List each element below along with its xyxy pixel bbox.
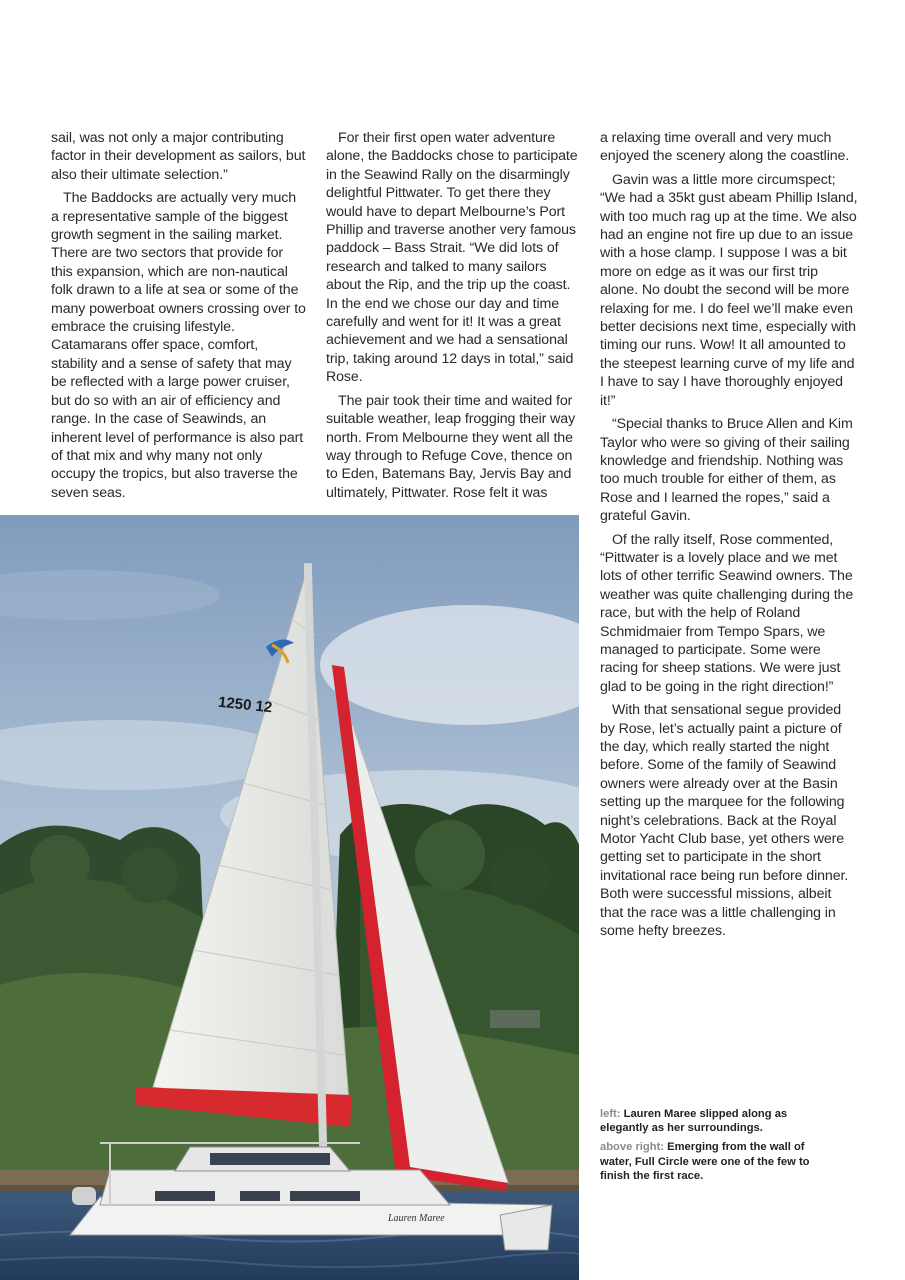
paragraph: The Baddocks are actually very much a representative sample of the biggest growth segment in the sailing market. There are two sectors that provide for this expansion, which are non-nautical folk drawn to a life at sea or some of the many powerboat owners crossing over to embrace the cruising lifestyle. Catamarans offer space, comfort, stability and a sense of safety that may be reflected with a large power cruiser, but do so with an air of efficiency and range. In the case of Seawinds, an inherent level of performance is also part of that mix and why many not only occupy the tropics, but also traverse the seven seas.: [51, 190, 306, 501]
catamaran-photo: [0, 515, 579, 1280]
caption-label: left:: [600, 1108, 621, 1120]
paragraph: sail, was not only a major contributing factor in their development as sailors, but also their ultimate selection.”: [51, 130, 306, 183]
paragraph: The pair took their time and waited for suitable weather, leap frogging their way north. From Melbourne they went all the way through to Refuge Cove, thence on to Eden, Batemans Bay, Jervis Bay and ultimately, Pittwater. Rose felt it was: [326, 392, 576, 501]
boat-name: Lauren Maree: [388, 1213, 445, 1224]
article-column-2: [326, 129, 580, 507]
paragraph: Gavin was a little more circumspect; “We had a 35kt gust abeam Phillip Island, with too much rag up at the time. We also had an engine not fire up due to an issue with a hose clamp. I suppose I was a bit more on edge as it was our first trip alone. No doubt the second will be more relaxing for me. I do feel we’ll make even better decisions next time, especially with timing our runs. Wow! It all amounted to the steepest learning curve of my life and I have to say I have thoroughly enjoyed it!”: [600, 171, 858, 409]
sail-number: 1250 12: [217, 693, 273, 717]
caption-label: above right:: [600, 1141, 665, 1154]
paragraph: Of the rally itself, Rose commented, “Pittwater is a lovely place and we met lots of other terrific Seawind owners. The weather was quite challenging during the race, but with the help of Roland Schmidmaier from Tempo Spars, we managed to participate. Some were racing for sheep stations. We were just glad to be going in the right direction!”: [600, 531, 854, 695]
photo-captions: [600, 1107, 820, 1188]
paragraph: For their first open water adventure alone, the Baddocks chose to participate in the Seawind Rally on the disarmingly delightful Pittwater. To get there they would have to depart Melbourne’s Port Phillip and traverse another very famous paddock – Bass Strait. “We did lots of research and talked to many sailors about the Rip, and the trip up the coast. In the end we chose our day and time carefully and went for it! It was a great achievement and we had a sensational trip, taking around 12 days in total,” said Rose.: [326, 130, 578, 386]
caption-text: Lauren Maree slipped along as elegantly as her surroundings.: [600, 1108, 788, 1135]
article-column-1: [51, 129, 307, 507]
article-column-3: [600, 129, 858, 945]
caption-left: [600, 1107, 820, 1135]
paragraph: a relaxing time overall and very much enjoyed the scenery along the coastline.: [600, 130, 850, 165]
caption-above-right: [600, 1140, 820, 1183]
paragraph: With that sensational segue provided by Rose, let’s actually paint a picture of the day, which really started the night before. Some of the family of Seawind owners were already over at the Basin setting up the marquee for the following night’s celebrations. Back at the Royal Motor Yacht Club base, yet others were getting set to participate in the short invitational race being run before dinner. Both were successful missions, albeit that the race was a little challenging in some hefty breezes.: [600, 702, 849, 940]
paragraph: “Special thanks to Bruce Allen and Kim Taylor who were so giving of their sailing knowledge and friendship. Nothing was too much trouble for either of them, as Rose and I learned the ropes,” said a grateful Gavin.: [600, 416, 853, 525]
caption-text: Emerging from the wall of water, Full Circle were one of the few to finish the first race.: [600, 1141, 810, 1182]
